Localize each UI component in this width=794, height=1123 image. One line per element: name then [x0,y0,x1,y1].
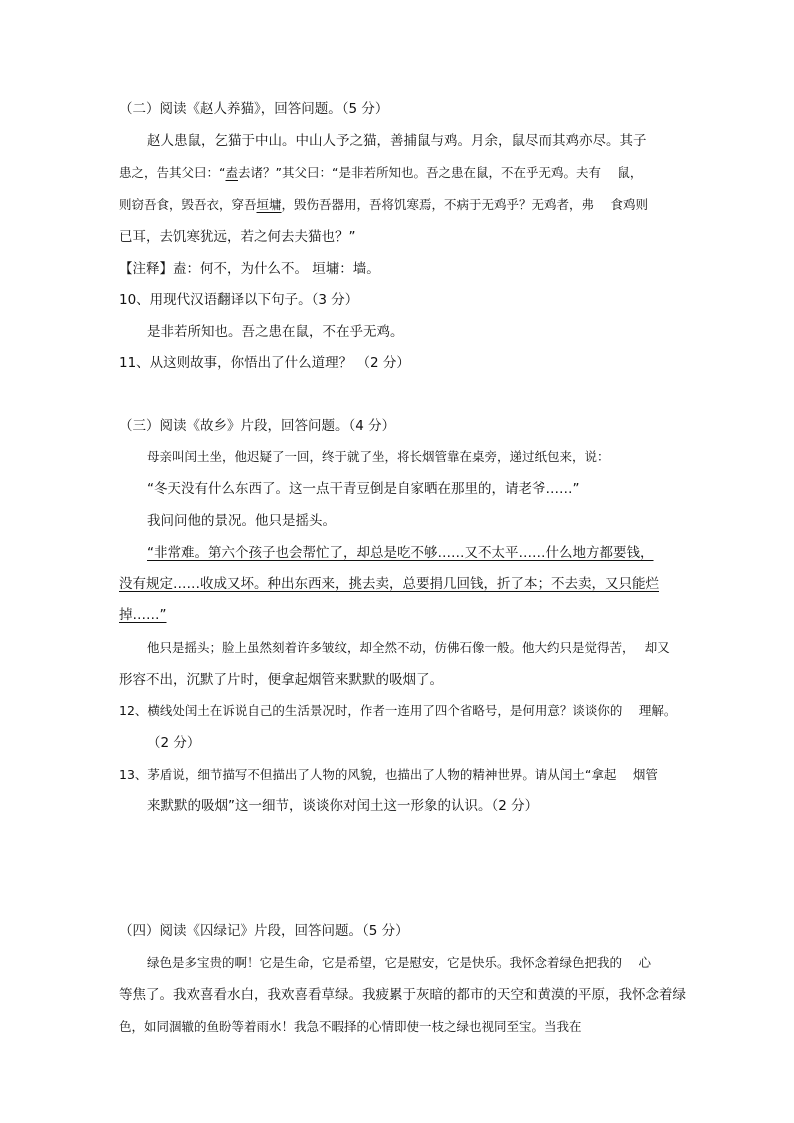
s2-para-line: 患之，告其父曰：“盍去诸？”其父曰：“是非若所知也。吾之患在鼠，不在乎无鸡。夫有 鼠， [119,165,643,180]
question-13-cont: 来默默的吸烟”这一细节，谈谈你对闰土这一形象的认识。（2 分） [147,798,539,814]
question-11: 11、从这则故事，你悟出了什么道理？ （2 分） [119,355,410,371]
question-13: 13、茅盾说，细节描写不但描出了人物的风貌，也描出了人物的精神世界。请从闰土“拿起 烟管 [119,767,658,782]
s4-heading: （四）阅读《囚绿记》片段，回答问题。（5 分） [119,923,409,939]
s3-para-line: “冬天没有什么东西了。这一点干青豆倒是自家晒在那里的，请老爷……” [147,481,580,497]
s4-para-line: 绿色是多宝贵的啊！它是生命，它是希望，它是慰安，它是快乐。我怀念着绿色把我的 心 [147,955,651,970]
s2-para-line: 已耳，去饥寒犹远，若之何去夫猫也？” [119,229,356,245]
underlined-term: 垣墉 [256,197,282,212]
s3-heading: （三）阅读《故乡》片段，回答问题。（4 分） [119,418,396,434]
s2-para-line: 则窃吾食，毁吾衣，穿吾垣墉，毁伤吾器用，吾将饥寒焉，不病于无鸡乎？无鸡者，弗 食鸡则 [119,197,649,212]
s3-para-line: 母亲叫闰土坐，他迟疑了一回，终于就了坐，将长烟管靠在桌旁，递过纸包来，说： [147,449,610,464]
underlined-term: 盍 [225,165,238,180]
question-12: 12、横线处闰土在诉说自己的生活景况时，作者一连用了四个省略号，是何用意？谈谈你的 理解。 [119,703,677,718]
s3-para-line: 我问问他的景况。他只是摇头。 [147,513,336,529]
s2-note: 【注释】盍：何不，为什么不。 垣墉：墙。 [119,261,380,277]
s4-para-line: 色，如同涸辙的鱼盼等着雨水！我急不暇择的心情即使一枝之绿也视同至宝。当我在 [119,1019,582,1034]
s3-underlined-line: 没有规定……收成又坏。种出东西来，挑去卖，总要捐几回钱，折了本；不去卖，又只能烂 [119,576,659,592]
question-10: 10、用现代汉语翻译以下句子。（3 分） [119,292,359,308]
question-10-sentence: 是非若所知也。吾之患在鼠，不在乎无鸡。 [147,324,404,340]
question-12-points: （2 分） [147,735,201,751]
s3-para-line: 他只是摇头；脸上虽然刻着许多皱纹，却全然不动，仿佛石像一般。他大约只是觉得苦， 却又 [147,640,670,655]
s3-underlined-line: “非常难。第六个孩子也会帮忙了，却总是吃不够……又不太平……什么地方都要钱， [147,545,654,561]
s3-para-line: 形容不出，沉默了片时，便拿起烟管来默默的吸烟了。 [119,672,443,688]
s3-underlined-line: 掉……” [119,607,167,623]
s2-heading: （二）阅读《赵人养猫》，回答问题。（5 分） [119,101,389,117]
s4-para-line: 等焦了。我欢喜看水白，我欢喜看草绿。我疲累于灰暗的都市的天空和黄漠的平原，我怀念着绿 [119,987,686,1003]
s2-para-line: 赵人患鼠，乞猫于中山。中山人予之猫，善捕鼠与鸡。月余，鼠尽而其鸡亦尽。其子 [147,133,647,149]
